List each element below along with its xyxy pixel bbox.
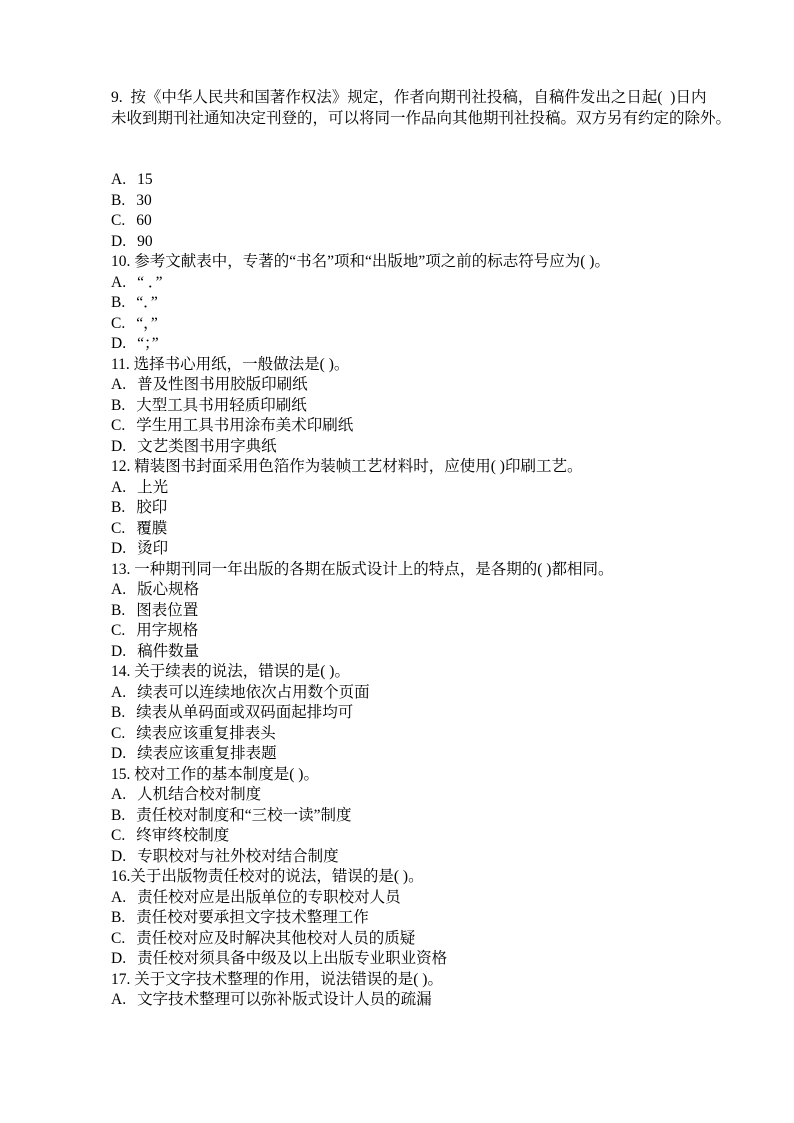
option-text: 90 <box>137 232 153 250</box>
answer-option <box>111 191 731 212</box>
option-text: 责任校对制度和“三校一读”制度 <box>136 806 352 824</box>
answer-option <box>111 847 731 868</box>
option-text: 覆膜 <box>136 519 168 537</box>
question-stem-line: 15. 校对工作的基本制度是( )。 <box>111 765 319 783</box>
answer-option <box>111 929 731 950</box>
question-stem-line: 10. 参考文献表中，专著的“书名”项和“出版地”项之前的标志符号应为( )。 <box>111 253 610 270</box>
option-text: 人机结合校对制度 <box>137 786 262 803</box>
answer-option <box>111 580 731 601</box>
option-text: 上光 <box>137 478 169 496</box>
option-label: D. <box>111 642 127 660</box>
option-label: B. <box>111 909 126 926</box>
option-text: 30 <box>136 191 152 209</box>
option-text: “．” <box>136 294 158 311</box>
answer-option <box>111 396 731 417</box>
option-text: 学生用工具书用涂布美术印刷纸 <box>136 417 354 434</box>
option-label: A. <box>111 786 127 803</box>
option-label: B. <box>111 806 126 824</box>
question-stem-line: 14. 关于续表的说法，错误的是( )。 <box>111 663 350 680</box>
answer-option <box>111 744 731 765</box>
option-text: 用字规格 <box>136 622 199 639</box>
option-label: C. <box>111 519 126 537</box>
option-label: B. <box>111 396 126 414</box>
option-label: D. <box>111 335 127 352</box>
option-label: D. <box>111 745 127 762</box>
option-text: 续表从单码面或双码面起排均可 <box>136 704 354 721</box>
option-text: 图表位置 <box>136 601 199 619</box>
option-text: 稿件数量 <box>137 642 200 660</box>
answer-option <box>111 232 731 253</box>
option-text: “ ．” <box>137 273 163 291</box>
option-label: B. <box>111 499 126 516</box>
option-text: 续表应该重复排表头 <box>136 724 276 742</box>
option-label: C. <box>111 827 126 844</box>
option-label: C. <box>111 622 126 639</box>
option-text: 终审终校制度 <box>136 827 230 844</box>
option-label: C. <box>111 417 126 434</box>
option-label: C. <box>111 929 126 947</box>
option-text: “，” <box>136 314 158 332</box>
option-text: 责任校对应及时解决其他校对人员的质疑 <box>136 929 416 947</box>
option-label: C. <box>111 724 126 742</box>
answer-option <box>111 703 731 724</box>
question-stem-line: 13. 一种期刊同一年出版的各期在版式设计上的特点，是各期的( )都相同。 <box>111 560 614 578</box>
answer-option <box>111 519 731 540</box>
answer-option <box>111 293 731 314</box>
answer-option <box>111 211 731 232</box>
option-label: D. <box>111 437 127 455</box>
option-label: B. <box>111 601 126 619</box>
option-text: 15 <box>137 171 153 188</box>
question-stem-line: 未收到期刊社通知决定刊登的，可以将同一作品向其他期刊社投稿。双方另有约定的除外。 <box>111 109 732 127</box>
answer-option <box>111 334 731 355</box>
option-text: 胶印 <box>136 499 168 516</box>
answer-option <box>111 683 731 704</box>
option-text: 续表应该重复排表题 <box>137 745 277 762</box>
question-stem-line: 16.关于出版物责任校对的说法，错误的是( )。 <box>111 868 424 885</box>
answer-option <box>111 314 731 335</box>
answer-option <box>111 724 731 745</box>
option-text: 普及性图书用胶版印刷纸 <box>137 376 308 393</box>
question-stem-line: 11. 选择书心用纸，一般做法是( )。 <box>111 355 350 373</box>
question-stem-line: 17. 关于文字技术整理的作用，说法错误的是( )。 <box>111 970 443 988</box>
answer-option <box>111 375 731 396</box>
option-label: D. <box>111 950 127 967</box>
answer-option <box>111 170 731 191</box>
option-text: 责任校对须具备中级及以上出版专业职业资格 <box>137 950 448 967</box>
answer-option <box>111 990 731 1011</box>
option-label: A. <box>111 991 127 1008</box>
answer-option <box>111 273 731 294</box>
option-label: A. <box>111 273 127 291</box>
option-text: “；” <box>137 335 159 352</box>
option-label: B. <box>111 704 126 721</box>
answer-option <box>111 949 731 970</box>
option-label: A. <box>111 888 127 906</box>
answer-option <box>111 601 731 622</box>
option-label: A. <box>111 683 127 701</box>
option-text: 责任校对应是出版单位的专职校对人员 <box>137 888 401 906</box>
option-text: 续表可以连续地依次占用数个页面 <box>137 683 370 701</box>
answer-option <box>111 437 731 458</box>
answer-option <box>111 908 731 929</box>
option-label: C. <box>111 212 126 229</box>
option-text: 60 <box>136 212 152 229</box>
option-label: D. <box>111 847 127 865</box>
answer-option <box>111 642 731 663</box>
option-text: 责任校对要承担文字技术整理工作 <box>136 909 369 926</box>
option-text: 专职校对与社外校对结合制度 <box>137 847 339 865</box>
answer-option <box>111 416 731 437</box>
option-label: A. <box>111 581 127 598</box>
option-text: 大型工具书用轻质印刷纸 <box>136 396 307 414</box>
option-label: A. <box>111 376 127 393</box>
option-label: C. <box>111 314 126 332</box>
option-label: B. <box>111 294 126 311</box>
answer-option <box>111 498 731 519</box>
option-label: D. <box>111 232 127 250</box>
answer-option <box>111 621 731 642</box>
option-label: B. <box>111 191 126 209</box>
answer-option <box>111 478 731 499</box>
blank-line <box>111 129 731 150</box>
exam-questions-list <box>111 88 731 1011</box>
option-label: A. <box>111 171 127 188</box>
blank-line <box>111 150 731 171</box>
answer-option <box>111 785 731 806</box>
option-label: D. <box>111 540 127 557</box>
option-text: 文艺类图书用字典纸 <box>137 437 277 455</box>
answer-option <box>111 826 731 847</box>
question-stem-line: 9. 按《中华人民共和国著作权法》规定，作者向期刊社投稿，自稿件发出之日起( )日内 <box>111 89 707 106</box>
option-text: 版心规格 <box>137 581 200 598</box>
option-label: A. <box>111 478 127 496</box>
answer-option <box>111 806 731 827</box>
answer-option <box>111 888 731 909</box>
option-text: 烫印 <box>137 540 169 557</box>
option-text: 文字技术整理可以弥补版式设计人员的疏漏 <box>137 991 432 1008</box>
question-stem-line: 12. 精装图书封面采用色箔作为装帧工艺材料时，应使用( )印刷工艺。 <box>111 458 583 475</box>
answer-option <box>111 539 731 560</box>
